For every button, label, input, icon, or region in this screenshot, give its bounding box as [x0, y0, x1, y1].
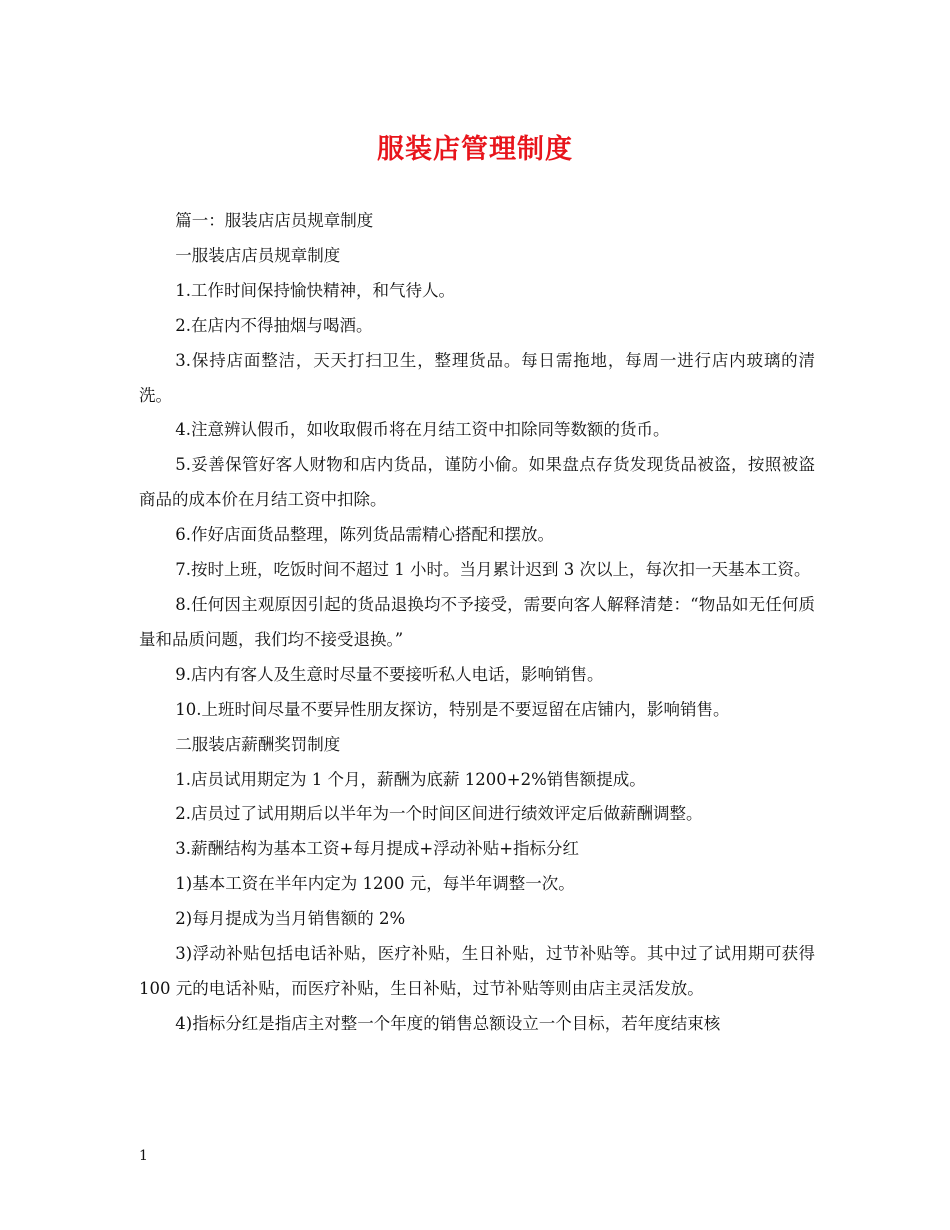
rule-item: 3.保持店面整洁，天天打扫卫生，整理货品。每日需拖地，每周一进行店内玻璃的清洗。 [139, 350, 815, 405]
pay-rule-item: 3.薪酬结构为基本工资+每月提成+浮动补贴+指标分红 [175, 839, 580, 859]
rule-item: 8.任何因主观原因引起的货品退换均不予接受，需要向客人解释清楚：“物品如无任何质量和品质问题，我们均不接受退换。” [139, 594, 815, 649]
rule-item: 5.妥善保管好客人财物和店内货品，谨防小偷。如果盘点存货发现货品被盗，按照被盗商品的成本价在月结工资中扣除。 [139, 455, 815, 510]
pay-rule-item: 1.店员试用期定为 1 个月，薪酬为底薪 1200+2%销售额提成。 [175, 769, 646, 789]
pay-subitem: 2)每月提成为当月销售额的 2% [175, 909, 406, 929]
rule-item: 6.作好店面货品整理，陈列货品需精心搭配和摆放。 [175, 525, 555, 545]
pay-subitem: 1)基本工资在半年内定为 1200 元，每半年调整一次。 [175, 874, 575, 894]
pay-rule-item: 2.店员过了试用期后以半年为一个时间区间进行绩效评定后做薪酬调整。 [175, 804, 703, 824]
subsection-heading: 一服装店店员规章制度 [175, 245, 341, 265]
rule-item: 2.在店内不得抽烟与喝酒。 [175, 315, 373, 335]
pay-subitem: 3)浮动补贴包括电话补贴，医疗补贴，生日补贴，过节补贴等。其中过了试用期可获得 100 元的电话补贴，而医疗补贴，生日补贴，过节补贴等则由店主灵活发放。 [139, 944, 815, 998]
document-title: 服装店管理制度 [377, 134, 573, 165]
rule-item: 9.店内有客人及生意时尽量不要接听私人电话，影响销售。 [175, 664, 604, 684]
rule-item: 7.按时上班，吃饭时间不超过 1 小时。当月累计迟到 3 次以上，每次扣一天基本工资。 [175, 560, 811, 580]
section-heading: 篇一：服装店店员规章制度 [175, 211, 374, 230]
page-number: 1 [139, 1148, 148, 1164]
rule-item: 1.工作时间保持愉快精神，和气待人。 [175, 280, 456, 300]
pay-subitem: 4)指标分红是指店主对整一个年度的销售总额设立一个目标，若年度结束核 [175, 1013, 721, 1033]
rule-item: 10.上班时间尽量不要异性朋友探访，特别是不要逗留在店铺内，影响销售。 [175, 699, 730, 719]
rule-item: 4.注意辨认假币，如收取假币将在月结工资中扣除同等数额的货币。 [175, 420, 670, 440]
document-body [139, 204, 815, 1042]
subsection-heading: 二服装店薪酬奖罚制度 [175, 734, 341, 754]
